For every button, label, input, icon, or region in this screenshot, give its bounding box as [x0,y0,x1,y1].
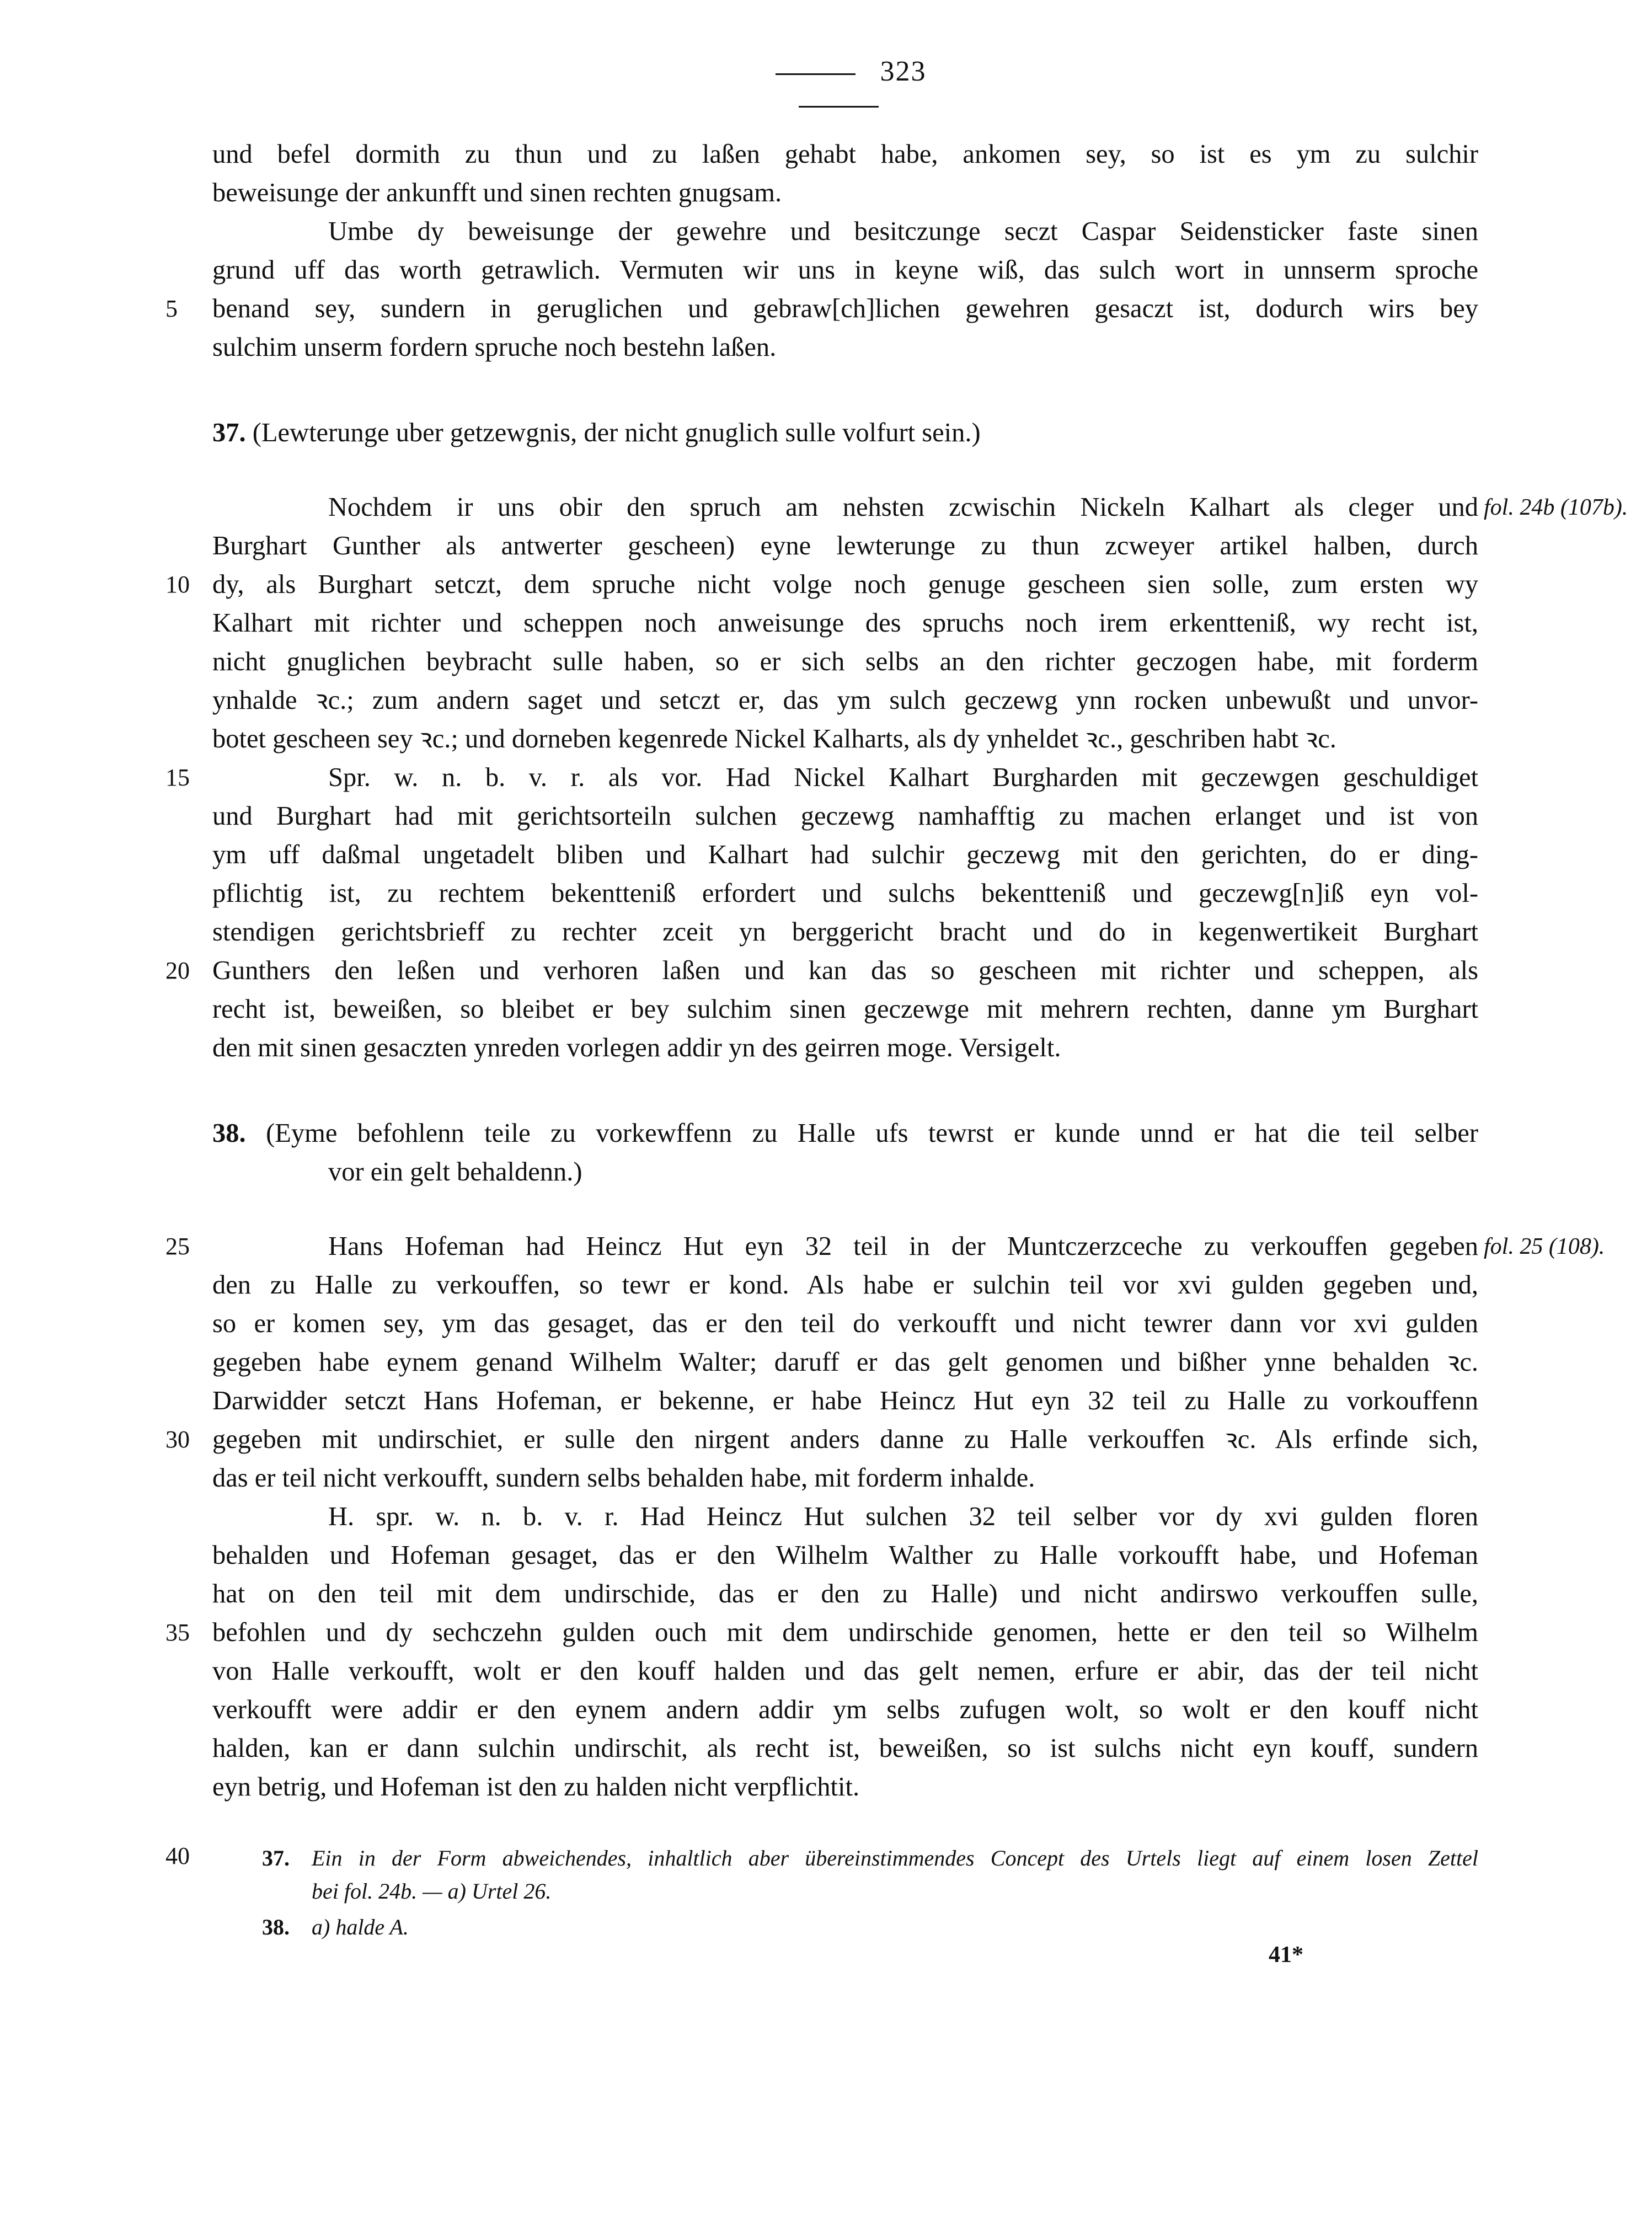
text-segment: Burghart Gunther als antwerter gescheen) eyne lewterunge zu thun zcweyer artikel halben, durch [212,531,1478,560]
text-line: Spr. w. n. b. v. r. als vor. Had Nickel Kalhart Burgharden mit geczewgen geschuldiget [328,763,1478,792]
text-line: Darwidder setczt Hans Hofeman, er bekenne, er habe Heincz Hut eyn 32 teil zu Halle zu vorkouffenn [212,1386,1478,1415]
line-number: 35 [165,1619,190,1646]
text-line: Hans Hofeman had Heincz Hut eyn 32 teil in der Muntczerzceche zu verkouffen gegeben [328,1232,1478,1261]
text-line: halden, kan er dann sulchin undirschit, als recht ist, beweißen, so ist sulchs nicht eyn kouff, sundern [212,1734,1478,1763]
section-heading-38 [212,1114,1478,1153]
text-line: pflichtig ist, zu rechtem bekentteniß erfordert und sulchs bekentteniß und geczewg[n]iß eyn vol- [212,879,1478,908]
text-line: ym uff daßmal ungetadelt bliben und Kalhart had sulchir geczewg mit den gerichten, do er ding- [212,840,1478,869]
text-line: Umbe dy beweisunge der gewehre und besitczunge seczt Caspar Seidensticker faste sinen [328,217,1478,246]
text-line: so er komen sey, ym das gesaget, das er den teil do verkoufft und nicht tewrer dann vor xvi gulden [212,1309,1478,1338]
text-line-with-superscript [212,527,1478,565]
text-line: hat on den teil mit dem undirschide, das er den zu Halle) und nicht andirswo verkouffen sulle, [212,1579,1478,1608]
footnote-37-number: 37. [262,1846,290,1870]
header-rule-right [799,106,879,108]
text-line: grund uff das worth getrawlich. Vermuten wir uns in keyne wiß, das sulch wort in unnserm sproche [212,255,1478,285]
text-line: den mit sinen gesaczten ynreden vorlegen addir yn des geirren moge. Versigelt. [212,1033,1061,1062]
text-line: den zu Halle zu verkouffen, so tewr er kond. Als habe er sulchin teil vor xvi gulden gegeben und, [212,1270,1478,1300]
page-number: 323 [880,56,927,87]
text-line: sulchim unserm fordern spruche noch bestehn laßen. [212,333,777,362]
text-line: dy, als Burghart setczt, dem spruche nicht volge noch genuge gescheen sien solle, zum ersten wy [212,570,1478,599]
text-line: Kalhart mit richter und scheppen noch anweisunge des spruchs noch irem erkentteniß, wy recht ist, [212,608,1478,638]
line-number: 10 [165,571,190,598]
text-line: behalden und Hofeman gesaget, das er den Wilhelm Walther zu Halle vorkoufft habe, und Hofeman [212,1541,1478,1570]
line-number: 25 [165,1233,190,1260]
text-line: eyn betrig, und Hofeman ist den zu halden nicht verpflichtit. [212,1772,860,1802]
text-line: stendigen gerichtsbrieff zu rechter zceit yn berggericht bracht und do in kegenwertikeit Burghart [212,917,1478,947]
printer-signature: 41* [1269,1942,1303,1968]
margin-note-folio: fol. 24b (107b). [1484,495,1628,520]
text-line: H. spr. w. n. b. v. r. Had Heincz Hut sulchen 32 teil selber vor dy xvi gulden floren [328,1502,1478,1531]
line-number: 40 [165,1842,190,1869]
text-line: von Halle verkoufft, wolt er den kouff halden und das gelt nemen, erfure er abir, das der teil nicht [212,1656,1478,1686]
text-line: botet gescheen sey ꝛc.; und dorneben kegenrede Nickel Kalharts, als dy ynheldet ꝛc., geschriben habt ꝛc. [212,724,1336,753]
footnote-37-line-2: bei fol. 24b. — a) Urtel 26. [312,1879,552,1904]
text-line: ynhalde ꝛc.; zum andern saget und setczt er, das ym sulch geczewg ynn rocken unbewußt und unvor- [212,686,1478,715]
line-number: 20 [165,957,190,984]
header-rule-left [776,73,856,75]
footnote-37-line-1: Ein in der Form abweichendes, inhaltlich aber übereinstimmendes Concept des Urtels liegt auf einem losen Zettel [312,1846,1478,1870]
text-line: benand sey, sundern in geruglichen und gebraw[ch]lichen gewehren gesaczt ist, dodurch wirs bey [212,294,1478,323]
section-title-continued: vor ein gelt behaldenn.) [328,1157,582,1186]
text-line: Gunthers den leßen und verhoren laßen und kan das so gescheen mit richter und scheppen, als [212,956,1478,985]
section-number: 38. [212,1119,246,1148]
text-line: nicht gnuglichen beybracht sulle haben, so er sich selbs an den richter geczogen habe, mit forderm [212,647,1478,676]
section-heading-37 [212,414,1478,452]
section-title: (Lewterunge uber getzewgnis, der nicht gnuglich sulle volfurt sein.) [252,418,981,447]
text-line: befohlen und dy sechczehn gulden ouch mit dem undirschide genomen, hette er den teil so Wilhelm [212,1618,1478,1647]
text-line: recht ist, beweißen, so bleibet er bey sulchim sinen geczewge mit mehrern rechten, danne ym Burghart [212,995,1478,1024]
footnote-38-number: 38. [262,1915,290,1939]
text-line: und befel dormith zu thun und zu laßen gehabt habe, ankomen sey, so ist es ym zu sulchir [212,140,1478,169]
text-line: Nochdem ir uns obir den spruch am nehsten zcwischin Nickeln Kalhart als cleger und [328,493,1478,522]
line-number: 15 [165,764,190,791]
section-title: (Eyme befohlenn teile zu vorkewffenn zu Halle ufs tewrst er kunde unnd er hat die teil selber [266,1119,1478,1148]
text-line: gegeben mit undirschiet, er sulle den nirgent anders danne zu Halle verkouffen ꝛc. Als erfinde sich, [212,1425,1478,1454]
footnote-38-text: a) halde A. [312,1915,409,1939]
page-header [701,55,976,120]
line-number: 30 [165,1426,190,1453]
text-line: das er teil nicht verkoufft, sundern selbs behalden habe, mit forderm inhalde. [212,1463,1035,1493]
text-line: gegeben habe eynem genand Wilhelm Walter; daruff er das gelt genomen und bißher ynne behalden ꝛc. [212,1348,1478,1377]
line-number: 5 [165,295,178,322]
section-number: 37. [212,418,246,447]
text-line: verkoufft were addir er den eynem andern addir ym selbs zufugen wolt, so wolt er den kouff nicht [212,1695,1478,1724]
text-line: und Burghart had mit gerichtsorteiln sulchen geczewg namhafftig zu machen erlanget und ist von [212,801,1478,831]
text-line: beweisunge der ankunfft und sinen rechten gnugsam. [212,178,782,207]
margin-note-folio: fol. 25 (108). [1484,1234,1605,1259]
